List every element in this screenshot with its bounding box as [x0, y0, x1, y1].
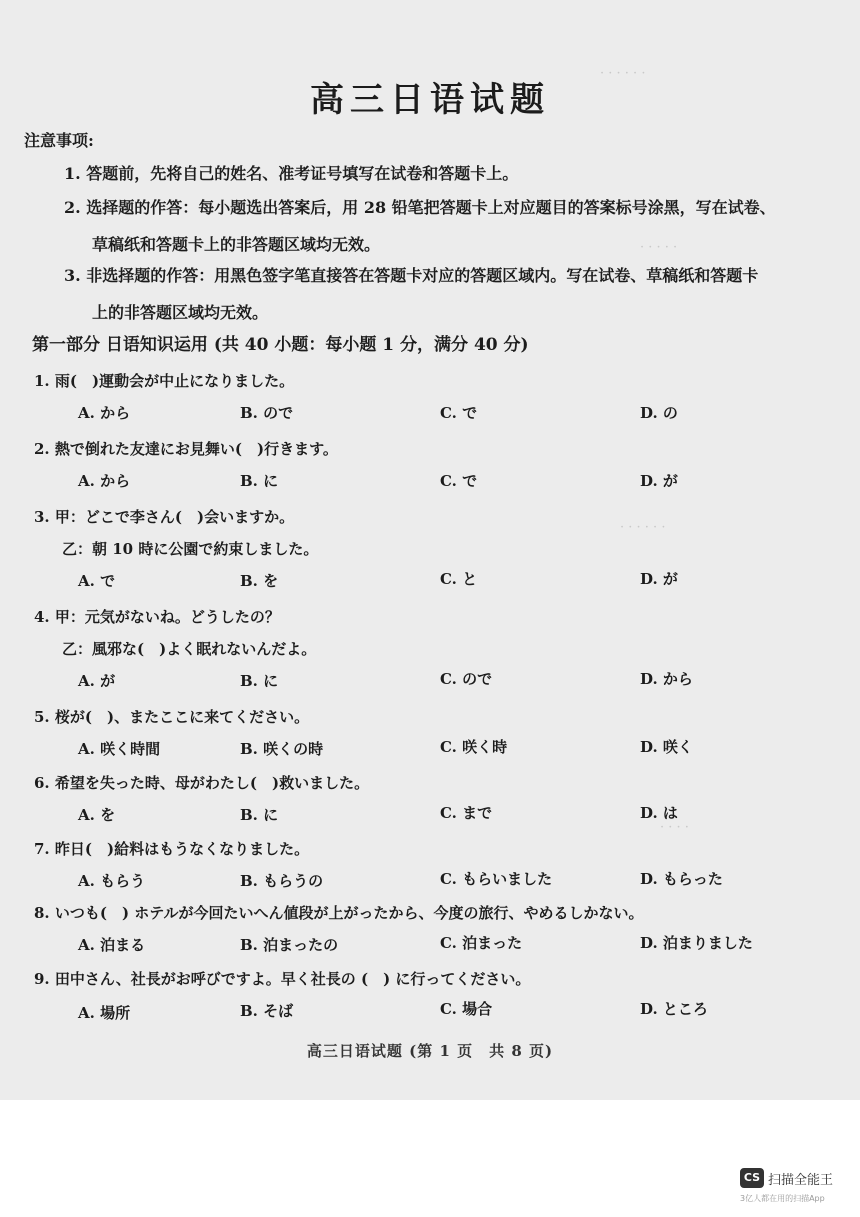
option-c: C. と	[440, 570, 478, 588]
option-c: C. で	[440, 404, 478, 422]
option-b: B. ので	[240, 404, 294, 422]
page-footer: 高三日语试题 (第 1 页 共 8 页)	[306, 1042, 554, 1060]
note-continuation: 草稿纸和答题卡上的非答题区域均无效。	[92, 235, 381, 254]
option-d: D. が	[640, 570, 678, 588]
bleed-through-mark: · · · · · ·	[600, 66, 646, 81]
bleed-through-mark: · · · ·	[660, 820, 689, 835]
bleed-through-mark: · · · · ·	[640, 240, 678, 255]
option-d: D. が	[640, 472, 678, 490]
option-b: B. 泊まったの	[240, 936, 339, 954]
option-c: C. で	[440, 472, 478, 490]
option-b: B. そば	[240, 1002, 294, 1020]
bleed-through-mark: · · · · · ·	[620, 520, 666, 535]
option-b: B. に	[240, 472, 279, 490]
question-text: 6. 希望を失った時、母がわたし( )救いました。	[34, 774, 370, 792]
option-a: A. で	[78, 572, 116, 590]
option-a: A. を	[78, 806, 116, 824]
notes-heading: 注意事项:	[24, 131, 94, 150]
camscanner-logo-icon: CS	[740, 1168, 764, 1188]
option-a: A. もらう	[78, 872, 146, 890]
option-d: D. 咲く	[640, 738, 693, 756]
option-b: B. に	[240, 806, 279, 824]
option-b: B. もらうの	[240, 872, 324, 890]
question-text: 2. 熱で倒れた友達にお見舞い( )行きます。	[34, 440, 338, 458]
option-b: B. 咲くの時	[240, 740, 324, 758]
scanner-app-name: 扫描全能王	[768, 1173, 834, 1188]
question-text: 8. いつも( ) ホテルが今回たいへん値段が上がったから、今度の旅行、やめるしかない。	[34, 904, 644, 922]
option-b: B. を	[240, 572, 279, 590]
option-a: A. から	[78, 472, 131, 490]
option-d: D. 泊まりました	[640, 934, 753, 952]
question-text: 4. 甲：元気がないね。どうしたの？	[34, 608, 280, 626]
option-a: A. から	[78, 404, 131, 422]
scanner-tagline: 3亿人都在用的扫描App	[740, 1194, 825, 1203]
option-a: A. 咲く時間	[78, 740, 161, 758]
option-c: C. 場合	[440, 1000, 493, 1018]
option-c: C. 咲く時	[440, 738, 508, 756]
section-heading: 第一部分 日语知识运用 (共 40 小题：每小题 1 分，满分 40 分)	[32, 335, 529, 355]
question-text: 7. 昨日( )給料はもうなくなりました。	[34, 840, 310, 858]
note-continuation: 上的非答题区域均无效。	[92, 303, 269, 322]
option-c: C. ので	[440, 670, 493, 688]
option-d: D. もらった	[640, 870, 723, 888]
option-c: C. もらいました	[440, 870, 553, 888]
option-d: D. は	[640, 804, 678, 822]
question-text: 5. 桜が( )、またここに来てください。	[34, 708, 310, 726]
option-d: D. から	[640, 670, 693, 688]
option-d: D. の	[640, 404, 678, 422]
option-a: A. 泊まる	[78, 936, 146, 954]
option-a: A. 場所	[78, 1004, 131, 1022]
question-line-2: 乙：朝 10 時に公園で約束しました。	[62, 540, 319, 558]
option-c: C. 泊まった	[440, 934, 523, 952]
option-d: D. ところ	[640, 1000, 708, 1018]
page-title: 高三日语试题	[310, 80, 550, 120]
note-item: 2. 选择题的作答：每小题选出答案后，用 28 铅笔把答题卡上对应题目的答案标号涂黑，写在试卷、	[64, 198, 776, 217]
option-b: B. に	[240, 672, 279, 690]
option-c: C. まで	[440, 804, 493, 822]
option-a: A. が	[78, 672, 116, 690]
question-text: 9. 田中さん、社長がお呼びですよ。早く社長の ( ) に行ってください。	[34, 970, 531, 988]
note-item: 1. 答题前，先将自己的姓名、准考证号填写在试卷和答题卡上。	[64, 164, 519, 183]
question-text: 1. 雨( )運動会が中止になりました。	[34, 372, 295, 390]
question-text: 3. 甲：どこで李さん( )会いますか。	[34, 508, 295, 526]
question-line-2: 乙：風邪な( )よく眠れないんだよ。	[62, 640, 317, 658]
note-item: 3. 非选择题的作答：用黑色签字笔直接答在答题卡对应的答题区域内。写在试卷、草稿纸和答题卡	[64, 266, 759, 285]
